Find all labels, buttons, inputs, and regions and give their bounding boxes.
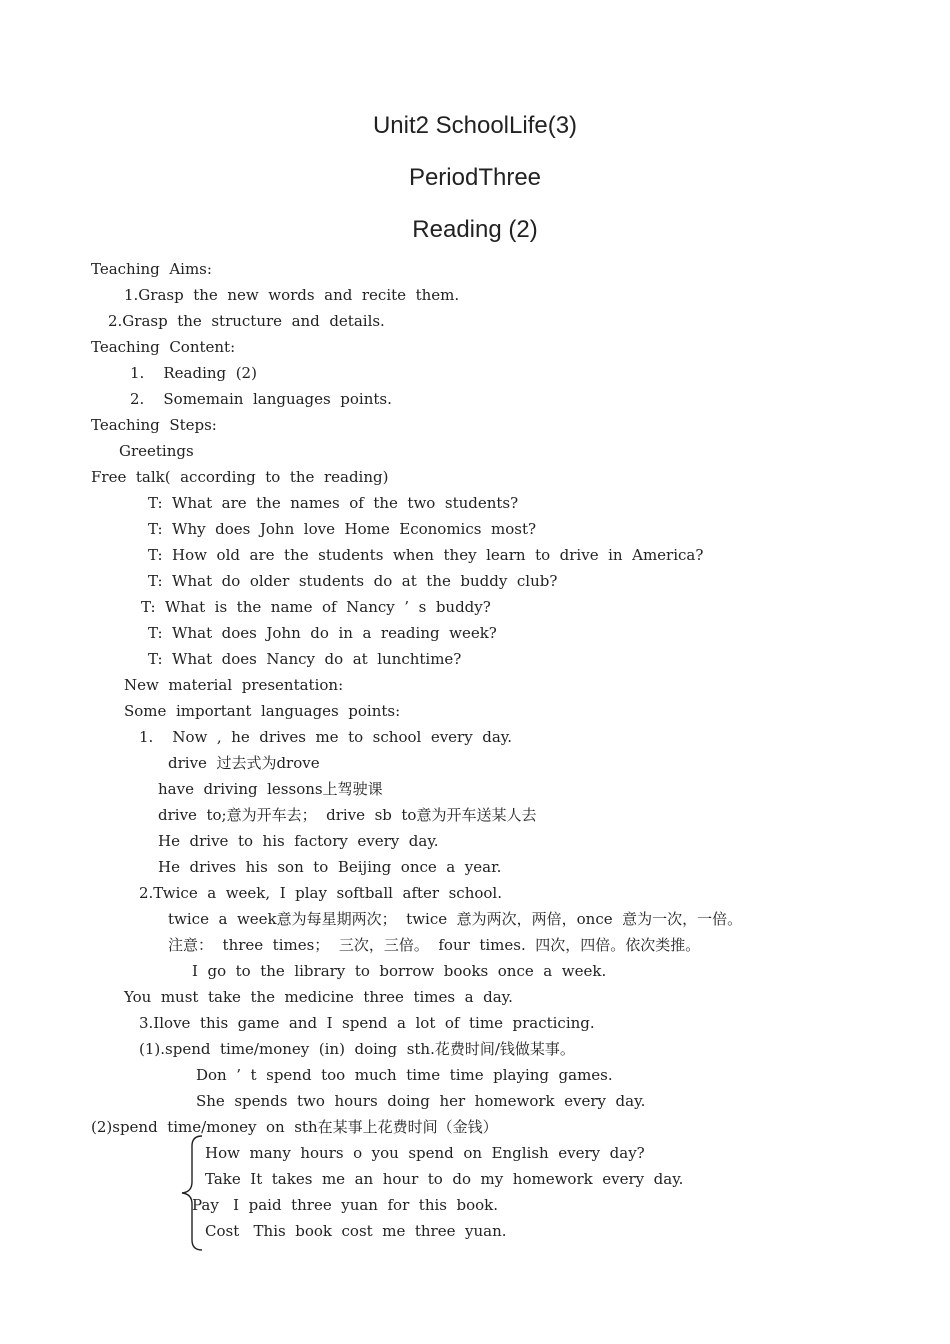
point-1: 1. Now , he drives me to school every day. [139,728,513,746]
heading-teaching-content: Teaching Content: [91,338,236,356]
point-2-example-1: I go to the library to borrow books once a week. [192,962,607,980]
brace-item-spend: How many hours o you spend on English every day? [205,1144,645,1162]
brace-item-cost: Cost This book cost me three yuan. [205,1222,507,1240]
point-2-example-2: You must take the medicine three times a day. [124,988,513,1006]
point-3-usage-1-example-2: She spends two hours doing her homework every day. [196,1092,646,1110]
question-1: T: What are the names of the two students? [148,494,519,512]
question-3: T: How old are the students when they learn to drive in America? [148,546,704,564]
aim-item-1: 1.Grasp the new words and recite them. [124,286,460,304]
point-2: 2.Twice a week, I play softball after school. [139,884,502,902]
point-3: 3.Ilove this game and I spend a lot of time practicing. [139,1014,595,1032]
point-1-note-2: have driving lessons上驾驶课 [158,780,383,798]
unit-title: Unit2 SchoolLife(3) [372,112,578,139]
question-2: T: Why does John love Home Economics most? [148,520,537,538]
step-new-material: New material presentation: [124,676,344,694]
step-language-points: Some important languages points: [124,702,401,720]
point-1-example-2: He drives his son to Beijing once a year. [158,858,502,876]
point-1-note-3: drive to;意为开车去； drive sb to意为开车送某人去 [158,806,537,824]
point-3-usage-1-example-1: Don ’ t spend too much time time playing games. [196,1066,613,1084]
point-3-usage-1: (1).spend time/money (in) doing sth.花费时间/钱做某事。 [139,1040,575,1058]
point-2-note-2: 注意： three times； 三次，三倍。 four times. 四次，四倍。依次类推。 [168,936,701,954]
aim-item-2: 2.Grasp the structure and details. [108,312,385,330]
question-7: T: What does Nancy do at lunchtime? [148,650,462,668]
curly-brace-icon [178,1134,208,1252]
point-3-usage-2: (2)spend time/money on sth在某事上花费时间（金钱） [91,1118,498,1136]
heading-teaching-aims: Teaching Aims: [91,260,212,278]
step-free-talk: Free talk( according to the reading) [91,468,389,486]
question-5: T: What is the name of Nancy ’ s buddy? [141,598,491,616]
brace-item-take: Take It takes me an hour to do my homework every day. [205,1170,684,1188]
point-1-note-1: drive 过去式为drove [168,754,320,772]
brace-item-pay: Pay I paid three yuan for this book. [192,1196,499,1214]
point-2-note-1: twice a week意为每星期两次； twice 意为两次，两倍，once 意为一次，一倍。 [168,910,743,928]
point-1-example-1: He drive to his factory every day. [158,832,439,850]
period-title: PeriodThree [408,164,542,191]
question-6: T: What does John do in a reading week? [148,624,497,642]
step-greetings: Greetings [119,442,194,460]
question-4: T: What do older students do at the buddy club? [148,572,558,590]
content-item-2: 2. Somemain languages points. [130,390,392,408]
reading-title: Reading (2) [412,216,538,243]
content-item-1: 1. Reading (2) [130,364,257,382]
heading-teaching-steps: Teaching Steps: [91,416,217,434]
